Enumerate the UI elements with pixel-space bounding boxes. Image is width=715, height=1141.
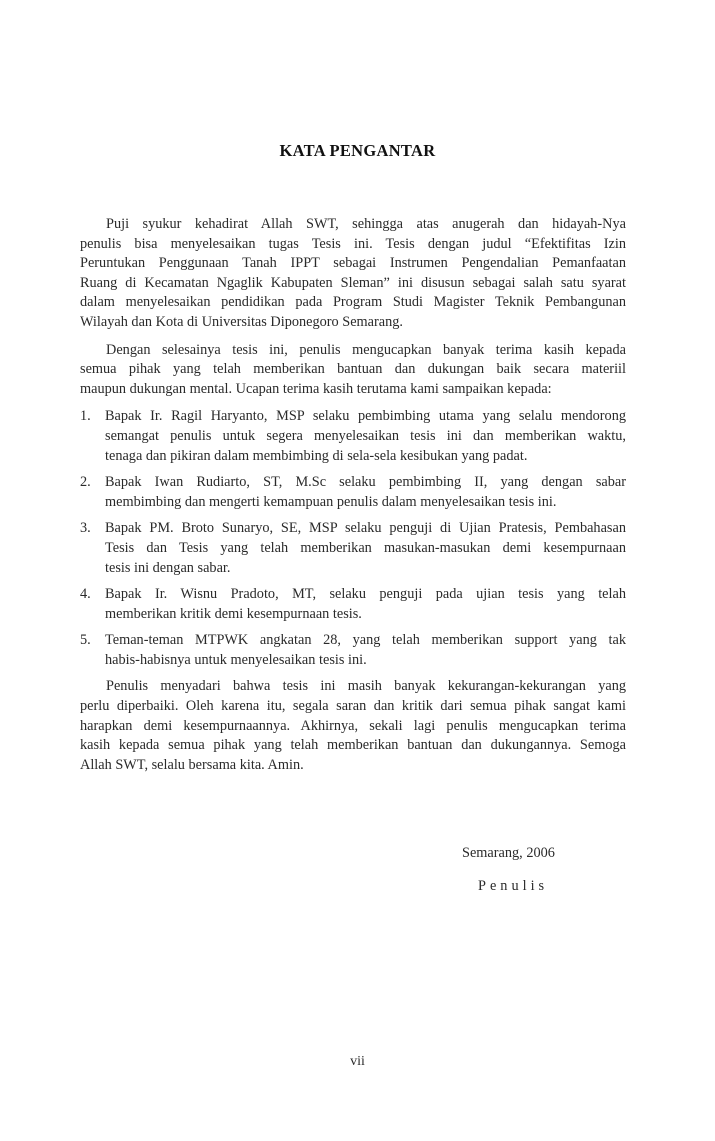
place-date: Semarang, 2006 — [462, 845, 555, 861]
page-title: KATA PENGANTAR — [279, 141, 436, 160]
text-line: harapkan demi kesempurnaannya. Akhirnya, sekali lagi penulis mengucapkan terima — [80, 717, 626, 734]
list-item — [80, 631, 626, 670]
page-number: vii — [350, 1054, 365, 1069]
text-line: dalam menyelesaikan pendidikan pada Program Studi Magister Teknik Pembangunan — [80, 294, 626, 311]
text-line: kasih kepada semua pihak yang telah memberikan bantuan dan dukungannya. Semoga — [80, 737, 626, 754]
text-line: Wilayah dan Kota di Universitas Diponegoro Semarang. — [80, 313, 404, 330]
acknowledgement-list — [80, 407, 626, 670]
list-number: 1. — [80, 408, 91, 425]
text-line: Bapak Iwan Rudiarto, ST, M.Sc selaku pembimbing II, yang dengan sabar — [105, 474, 626, 491]
text-line: semangat penulis untuk segera menyelesaikan tesis ini dan memberikan waktu, — [105, 427, 626, 444]
text-line: Puji syukur kehadirat Allah SWT, sehingga atas anugerah dan hidayah-Nya — [106, 216, 626, 232]
text-line: perlu diperbaiki. Oleh karena itu, segala saran dan kritik dari semua pihak sangat kami — [80, 698, 626, 715]
list-item — [80, 473, 626, 512]
text-line: Bapak Ir. Wisnu Pradoto, MT, selaku penguji pada ujian tesis yang telah — [105, 586, 626, 603]
text-line: memberikan kritik demi kesempurnaan tesis. — [105, 605, 362, 622]
list-number: 4. — [80, 586, 91, 603]
text-line: tesis ini dengan sabar. — [105, 559, 231, 576]
author-signature: Penulis — [478, 878, 549, 894]
text-line: Bapak Ir. Ragil Haryanto, MSP selaku pembimbing utama yang selalu mendorong — [105, 408, 626, 425]
text-line: Peruntukan Penggunaan Tanah IPPT sebagai Instrumen Pengendalian Pemanfaatan — [80, 255, 626, 272]
intro-paragraphs — [80, 215, 626, 399]
list-item — [80, 585, 626, 624]
text-line: Penulis menyadari bahwa tesis ini masih banyak kekurangan-kekurangan yang — [106, 678, 626, 695]
paragraph — [80, 215, 626, 333]
text-line: Dengan selesainya tesis ini, penulis mengucapkan banyak terima kasih kepada — [106, 341, 626, 358]
text-line: Bapak PM. Broto Sunaryo, SE, MSP selaku penguji di Ujian Pratesis, Pembahasan — [105, 520, 626, 537]
text-line: tenaga dan pikiran dalam membimbing di sela-sela kesibukan yang padat. — [105, 447, 528, 464]
list-number: 5. — [80, 632, 91, 649]
closing-paragraphs — [80, 677, 626, 775]
document-body — [80, 215, 626, 783]
text-line: habis-habisnya untuk menyelesaikan tesis ini. — [105, 651, 367, 668]
text-line: maupun dukungan mental. Ucapan terima kasih terutama kami sampaikan kepada: — [80, 380, 552, 397]
text-line: penulis bisa menyelesaikan tugas Tesis ini. Tesis dengan judul “Efektifitas Izin — [80, 235, 626, 252]
list-item — [80, 519, 626, 578]
text-line: Allah SWT, selalu bersama kita. Amin. — [80, 756, 304, 773]
list-number: 3. — [80, 520, 91, 537]
paragraph — [80, 341, 626, 400]
list-number: 2. — [80, 474, 91, 491]
text-line: Teman-teman MTPWK angkatan 28, yang telah memberikan support yang tak — [105, 632, 626, 649]
list-item — [80, 407, 626, 466]
paragraph — [80, 677, 626, 775]
text-line: Ruang di Kecamatan Ngaglik Kabupaten Sleman” ini disusun sebagai salah satu syarat — [80, 274, 626, 291]
text-line: Tesis dan Tesis yang telah memberikan masukan-masukan demi kesempurnaan — [105, 539, 626, 556]
text-line: membimbing dan mengerti kemampuan penulis dalam menyelesaikan tesis ini. — [105, 493, 557, 510]
text-line: semua pihak yang telah memberikan bantuan dan dukungan baik secara materiil — [80, 361, 626, 378]
